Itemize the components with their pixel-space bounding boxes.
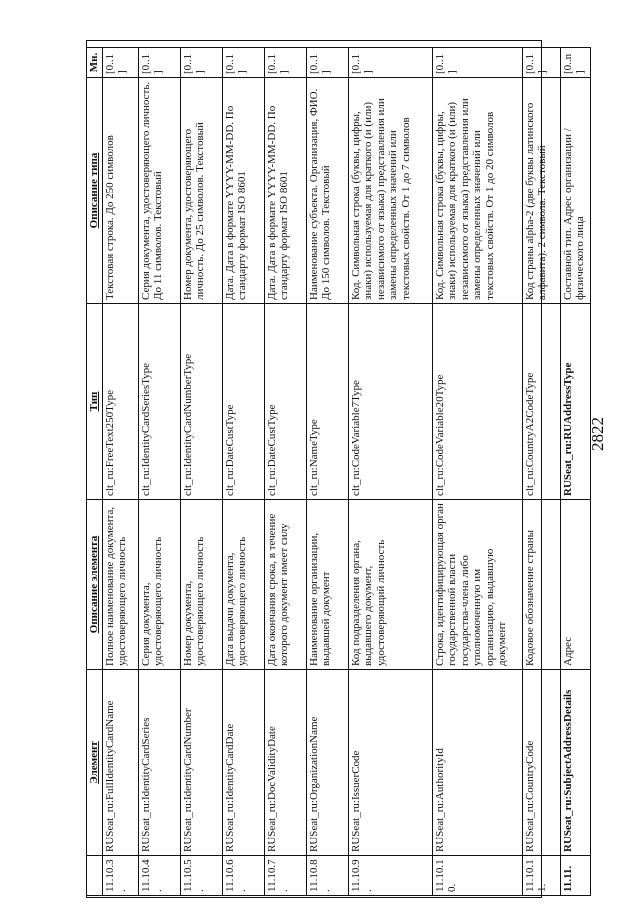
row-type: RUSeat_ru:RUAddressType (561, 304, 591, 500)
row-description: Наименование организации, выдавшей документ (307, 500, 349, 670)
row-description: Дата выдачи документа, удостоверяющего личность (223, 500, 265, 670)
row-description: Дата окончания срока, в течение которого документ имеет силу (265, 500, 307, 670)
row-element: RUSeat_ru:IdentityCardNumber (181, 670, 223, 856)
header-num (87, 856, 103, 896)
row-type: clt_ru:NameType (307, 304, 349, 500)
row-number: 11.10.4. (139, 856, 181, 896)
table-row (433, 48, 523, 896)
row-type: clt_ru:DateCustType (223, 304, 265, 500)
row-multiplicity: [0..n] (561, 48, 591, 78)
row-type: clt_ru:CodeVariable7Type (349, 304, 433, 500)
row-type-description: Номер документа, удостоверяющего личность. До 25 символов. Текстовый (181, 78, 223, 304)
row-number: 11.10.6. (223, 856, 265, 896)
row-type: clt_ru:DateCustType (265, 304, 307, 500)
table-rotated (86, 48, 587, 896)
row-multiplicity: [0..1] (223, 48, 265, 78)
row-description: Серия документа, удостоверяющего личность (139, 500, 181, 670)
row-type: clt_ru:CountryA2CodeType (523, 304, 561, 500)
row-type: clt_ru:FreeText250Type (103, 304, 139, 500)
header-type-description: Описание типа (87, 78, 103, 304)
row-number: 11.10.10. (433, 856, 523, 896)
row-element: RUSeat_ru:FullIdentityCardName (103, 670, 139, 856)
row-number: 11.10.9. (349, 856, 433, 896)
row-element: RUSeat_ru:AuthorityId (433, 670, 523, 856)
table-row (349, 48, 433, 896)
row-multiplicity: [0..1] (139, 48, 181, 78)
row-element: RUSeat_ru:IdentityCardDate (223, 670, 265, 856)
table-row (139, 48, 181, 896)
row-number: 11.10.11. (523, 856, 561, 896)
row-description: Полное наименование документа, удостоверяющего личность (103, 500, 139, 670)
row-multiplicity: [0..1] (349, 48, 433, 78)
row-type-description: Текстовая строка. До 250 символов (103, 78, 139, 304)
row-number: 11.10.5. (181, 856, 223, 896)
row-description: Номер документа, удостоверяющего личность (181, 500, 223, 670)
data-table (86, 47, 591, 896)
row-type-description: Наименование субъекта. Организация, ФИО. До 150 символов. Текстовый (307, 78, 349, 304)
row-type-description: Серия документа, удостоверяющего личность. До 11 символов. Текстовый (139, 78, 181, 304)
row-type-description: Составной тип. Адрес организации / физического лица (561, 78, 591, 304)
page-number: 2822 (588, 417, 607, 451)
row-type-description: Код. Символьная строка (буквы, цифры, знаки) используемая для краткого (и (или) независимого от языка) представления или замены определенных значений или текстовых свойств. От 1 до 20 символов (433, 78, 523, 304)
table-row (561, 48, 591, 896)
row-type-description: Код. Символьная строка (буквы, цифры, знаки) используемая для краткого (и (или) независимого от языка) представления или замены определенных значений или текстовых свойств. От 1 до 7 символов (349, 78, 433, 304)
row-multiplicity: [0..1] (181, 48, 223, 78)
row-description: Строка, идентифицирующая орган государственной власти государства-члена либо уполномоченную им организацию, выдавшую документ (433, 500, 523, 670)
header-element: Элемент (87, 670, 103, 856)
row-element: RUSeat_ru:OrganizationName (307, 670, 349, 856)
table-row (181, 48, 223, 896)
row-element: RUSeat_ru:SubjectAddressDetails (561, 670, 591, 856)
row-type: clt_ru:IdentityCardSeriesType (139, 304, 181, 500)
row-description: Кодовое обозначение страны (523, 500, 561, 670)
table-row (223, 48, 265, 896)
row-description: Адрес (561, 500, 591, 670)
table-row (523, 48, 561, 896)
row-number: 11.10.3. (103, 856, 139, 896)
row-multiplicity: [0..1] (103, 48, 139, 78)
row-number: 11.11. (561, 856, 591, 896)
row-type-description: Дата. Дата в формате YYYY-MM-DD. По стандарту формат ISO 8601 (265, 78, 307, 304)
row-multiplicity: [0..1] (307, 48, 349, 78)
row-element: RUSeat_ru:IssuerCode (349, 670, 433, 856)
table-row (307, 48, 349, 896)
row-type-description: Код страны alpha-2 (две буквы латинского алфавита). 2 символа. Текстовый (523, 78, 561, 304)
row-element: RUSeat_ru:IdentityCardSeries (139, 670, 181, 856)
row-type: clt_ru:IdentityCardNumberType (181, 304, 223, 500)
row-element: RUSeat_ru:DocValidityDate (265, 670, 307, 856)
row-type-description: Дата. Дата в формате YYYY-MM-DD. По стандарту формат ISO 8601 (223, 78, 265, 304)
row-multiplicity: [0..1] (265, 48, 307, 78)
row-type: clt_ru:CodeVariable20Type (433, 304, 523, 500)
header-type: Тип (87, 304, 103, 500)
header-multiplicity: Мн. (87, 48, 103, 78)
table-row (265, 48, 307, 896)
row-multiplicity: [0..1] (433, 48, 523, 78)
table-row (103, 48, 139, 896)
row-description: Код подразделения органа, выдавшего документ, удостоверяющий личность (349, 500, 433, 670)
row-element: RUSeat_ru:CountryCode (523, 670, 561, 856)
row-multiplicity: [0..1] (523, 48, 561, 78)
header-description: Описание элемента (87, 500, 103, 670)
row-number: 11.10.7. (265, 856, 307, 896)
table-header-row (87, 48, 103, 896)
row-number: 11.10.8. (307, 856, 349, 896)
